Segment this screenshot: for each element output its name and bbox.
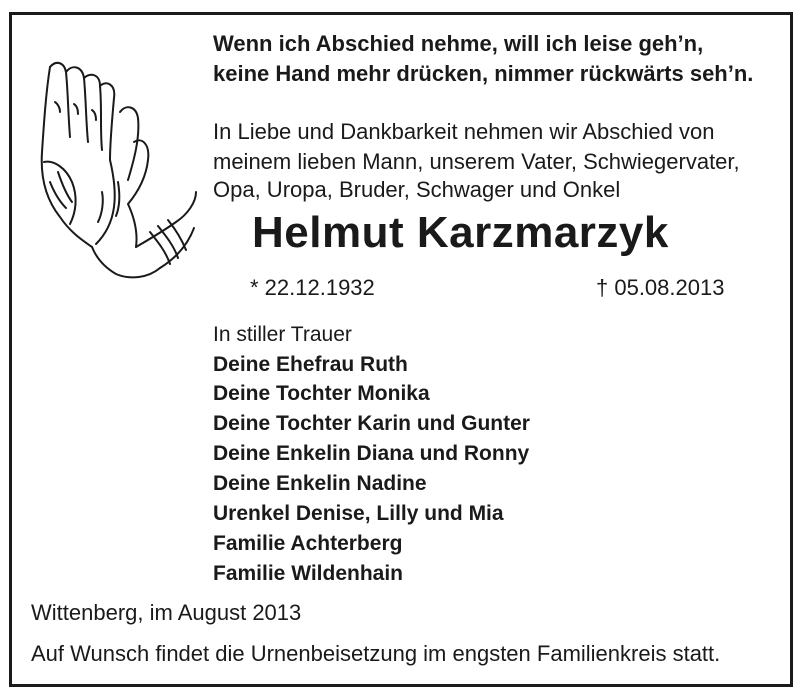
mourner-item: Familie Achterberg xyxy=(213,532,403,555)
burial-note: Auf Wunsch findet die Urnenbeisetzung im engsten Familienkreis statt. xyxy=(31,641,721,666)
mourner-item: Deine Tochter Monika xyxy=(213,382,430,405)
intro-line-2: meinem lieben Mann, unserem Vater, Schwiegervater, xyxy=(213,149,740,174)
mourner-item: Deine Enkelin Nadine xyxy=(213,472,427,495)
intro-line-1: In Liebe und Dankbarkeit nehmen wir Abschied von xyxy=(213,119,715,144)
poem-line-2: keine Hand mehr drücken, nimmer rückwärts seh’n. xyxy=(213,61,754,86)
mourner-item: Deine Enkelin Diana und Ronny xyxy=(213,442,530,465)
deceased-name: Helmut Karzmarzyk xyxy=(252,208,669,257)
mourner-item: Deine Tochter Karin und Gunter xyxy=(213,412,530,435)
mourner-item: Urenkel Denise, Lilly und Mia xyxy=(213,502,504,525)
mourner-item: Familie Wildenhain xyxy=(213,562,404,585)
birth-date: * 22.12.1932 xyxy=(250,275,375,300)
praying-hands-icon xyxy=(30,42,200,282)
poem-line-1: Wenn ich Abschied nehme, will ich leise geh’n, xyxy=(213,31,704,56)
intro-line-3: Opa, Uropa, Bruder, Schwager und Onkel xyxy=(213,177,621,202)
mourning-intro: In stiller Trauer xyxy=(213,323,352,346)
death-date: † 05.08.2013 xyxy=(596,275,725,300)
mourner-item: Deine Ehefrau Ruth xyxy=(213,353,408,376)
place-date: Wittenberg, im August 2013 xyxy=(31,600,302,625)
